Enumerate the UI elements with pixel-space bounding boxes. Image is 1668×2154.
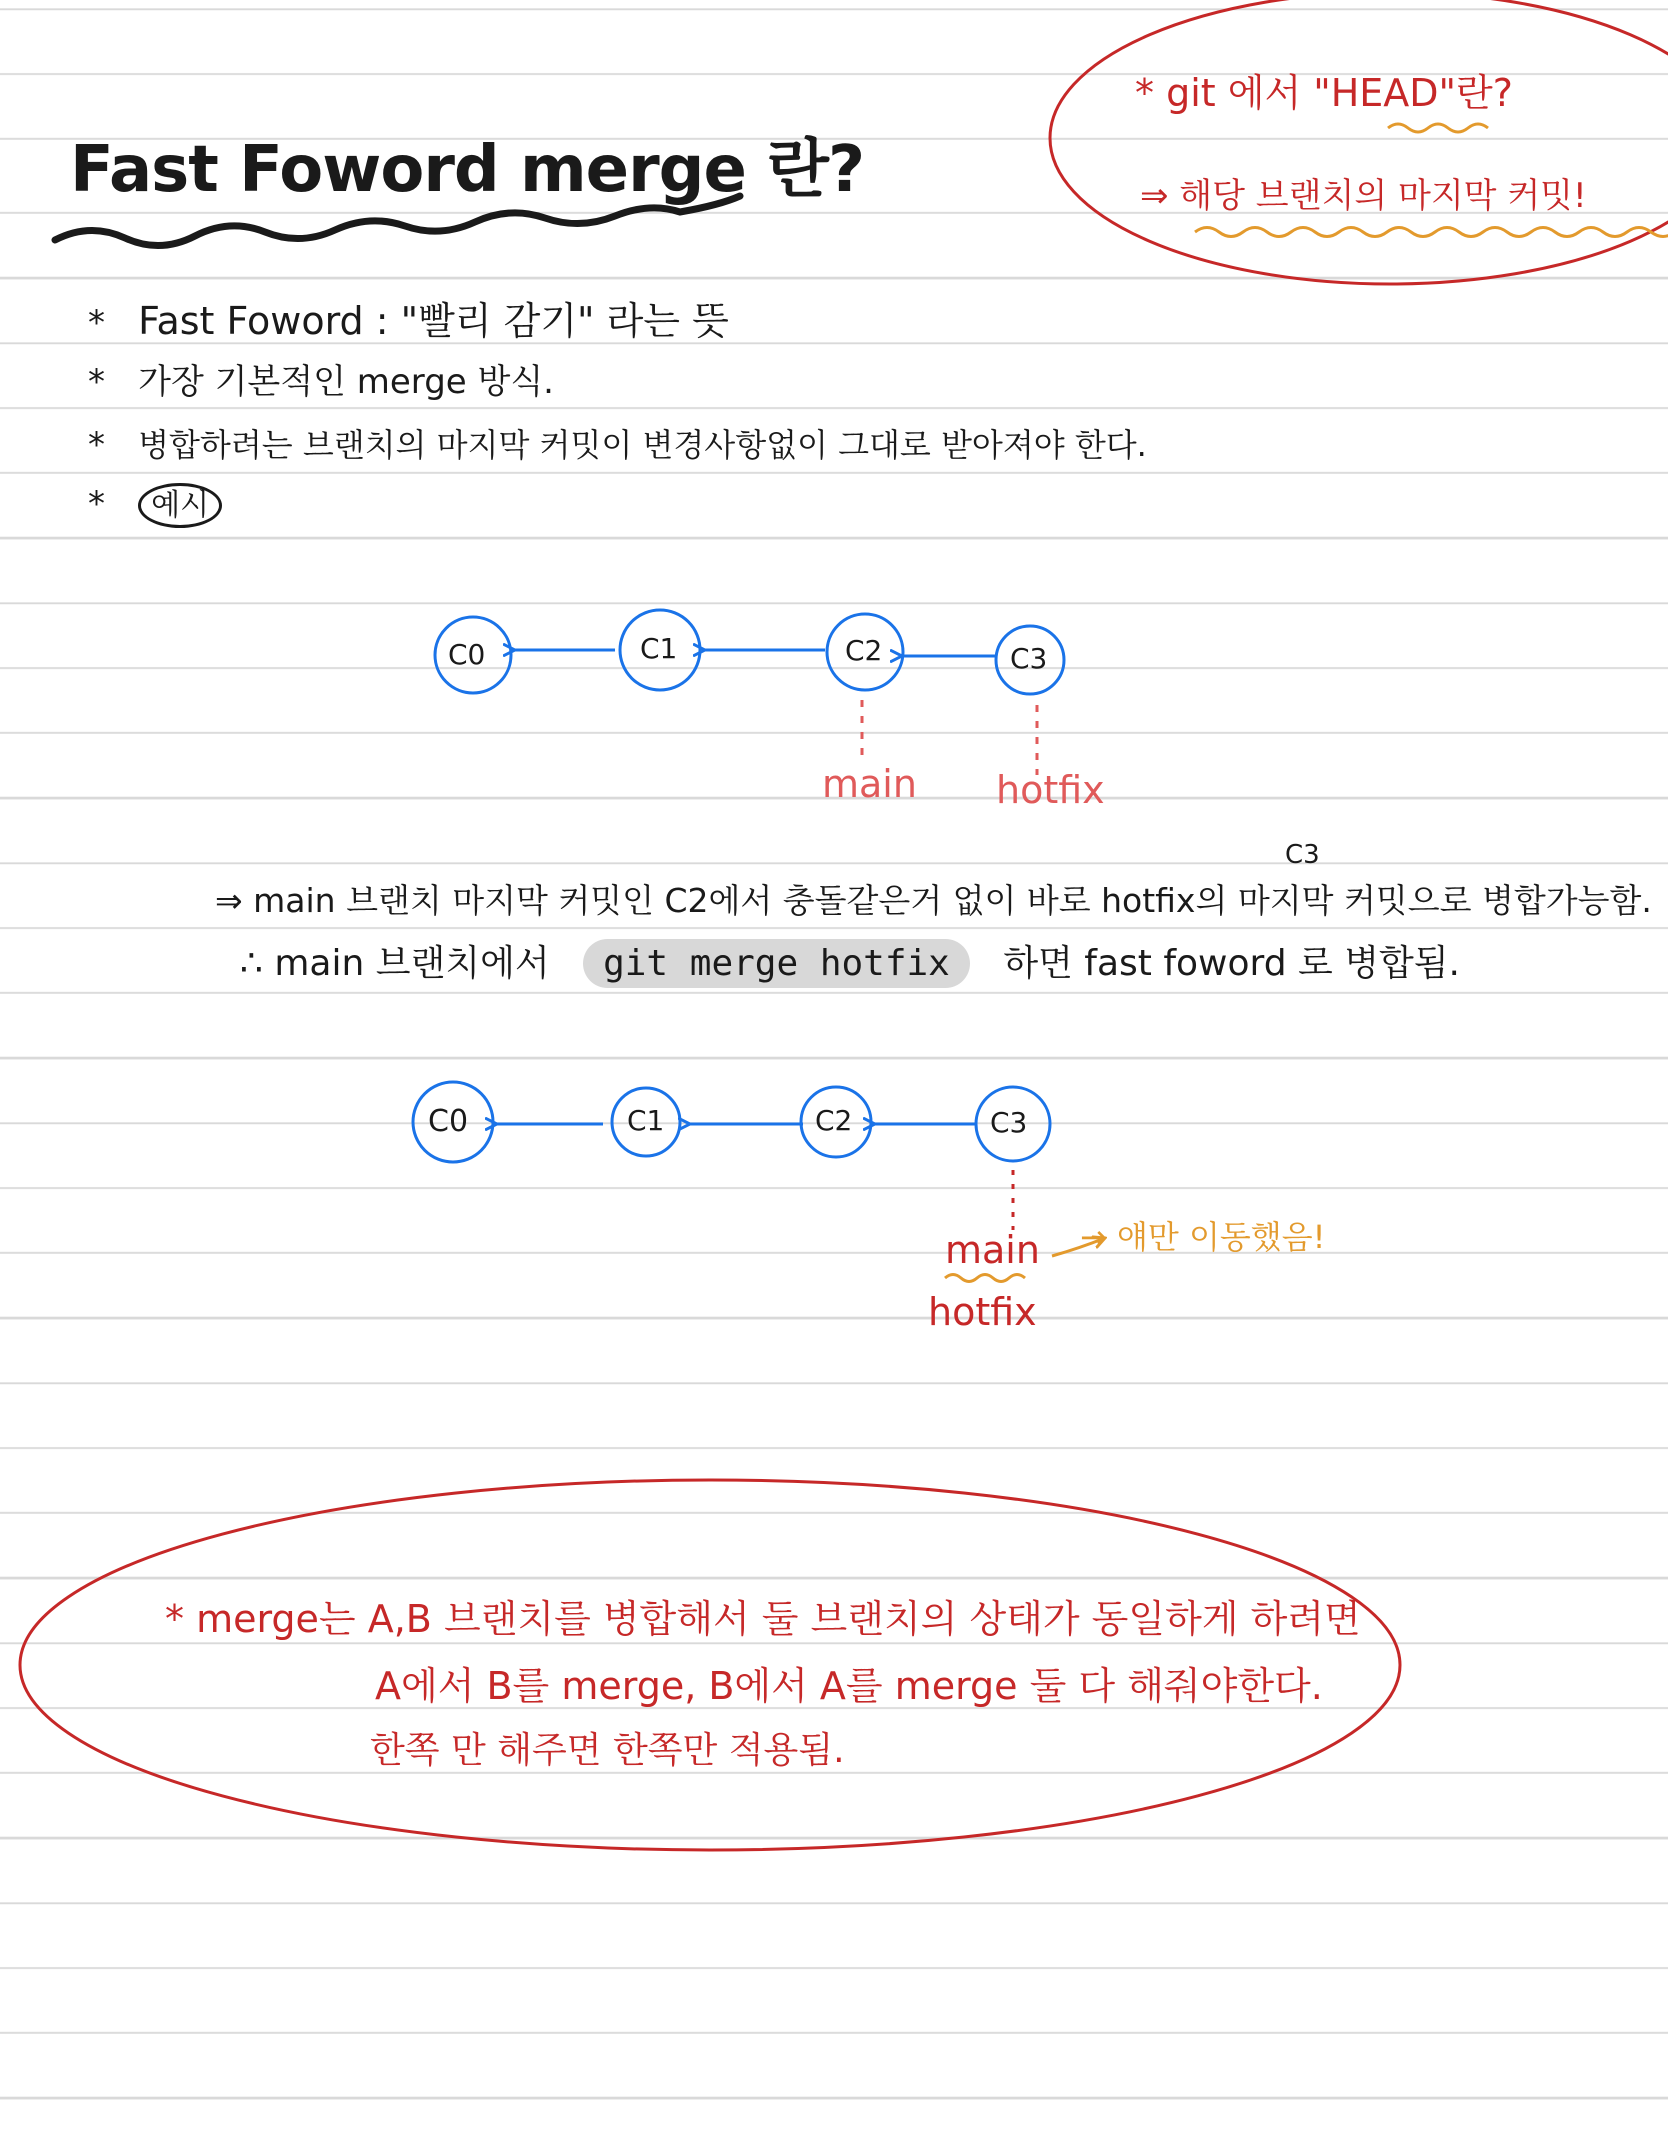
d2-main-underline — [945, 1275, 1025, 1282]
d1-c3-label: C3 — [1010, 642, 1048, 675]
d2-c1-label: C1 — [627, 1104, 665, 1137]
head-answer: ⇒ 해당 브랜치의 마지막 커밋! — [1140, 176, 1587, 216]
git-command: git merge hotfix — [583, 939, 970, 988]
d2-annotation: → 얘만 이동했음! — [1080, 1218, 1326, 1256]
bullet-item — [88, 354, 554, 403]
merge-note-line1: * merge는 A,B 브랜치를 병합해서 둘 브랜치의 상태가 동일하게 하려면 — [165, 1597, 1361, 1641]
bullet-star: * — [88, 425, 105, 465]
head-question: * git 에서 "HEAD"란? — [1135, 71, 1513, 115]
d1-c1-label: C1 — [640, 632, 678, 665]
c3-superscript: C3 — [1285, 840, 1320, 870]
bullet-star: * — [88, 362, 105, 402]
bullet-text: 가장 기본적인 merge 방식. — [138, 362, 554, 402]
d1-hotfix-label: hotfix — [996, 768, 1105, 812]
d1-main-label: main — [822, 762, 917, 806]
d2-main-label: main — [945, 1228, 1040, 1272]
bullet-text: 병합하려는 브랜치의 마지막 커밋이 변경사항없이 그대로 받아져야 한다. — [138, 426, 1147, 464]
merge-note-line2: A에서 B를 merge, B에서 A를 merge 둘 다 해줘야한다. — [375, 1664, 1323, 1708]
explanation-line1: ⇒ main 브랜치 마지막 커밋인 C2에서 충돌같은거 없이 바로 hotfix의 마지막 커밋으로 병합가능함. — [215, 881, 1652, 920]
example-label: 예시 — [138, 483, 222, 528]
d2-c0-label: C0 — [428, 1104, 469, 1139]
bullet-list — [88, 290, 1288, 540]
bullet-star: * — [88, 484, 105, 524]
d1-c2-label: C2 — [845, 634, 883, 667]
d1-c0-label: C0 — [448, 638, 486, 671]
d2-c2-label: C2 — [815, 1104, 853, 1137]
bullet-item — [88, 480, 222, 524]
head-note-oval — [1050, 0, 1668, 284]
answer-underline — [1195, 228, 1668, 237]
bullet-item — [88, 420, 1147, 466]
bullet-item — [88, 290, 729, 345]
merge-note-line3: 한쪽 만 해주면 한쪽만 적용됨. — [370, 1730, 845, 1771]
line2-suffix: 하면 fast foword 로 병합됨. — [1003, 943, 1460, 984]
bullet-text: Fast Foword : "빨리 감기" 라는 뜻 — [138, 299, 729, 343]
d2-hotfix-label: hotfix — [928, 1290, 1037, 1334]
explanation-line2 — [240, 935, 1460, 986]
d2-c3-label: C3 — [990, 1106, 1028, 1139]
bullet-star: * — [88, 303, 105, 343]
head-underline — [1388, 124, 1488, 132]
page-title: Fast Foword merge 란? — [70, 133, 865, 207]
line2-prefix: ∴ main 브랜치에서 — [240, 943, 550, 984]
diagram1-graph — [435, 610, 1064, 775]
